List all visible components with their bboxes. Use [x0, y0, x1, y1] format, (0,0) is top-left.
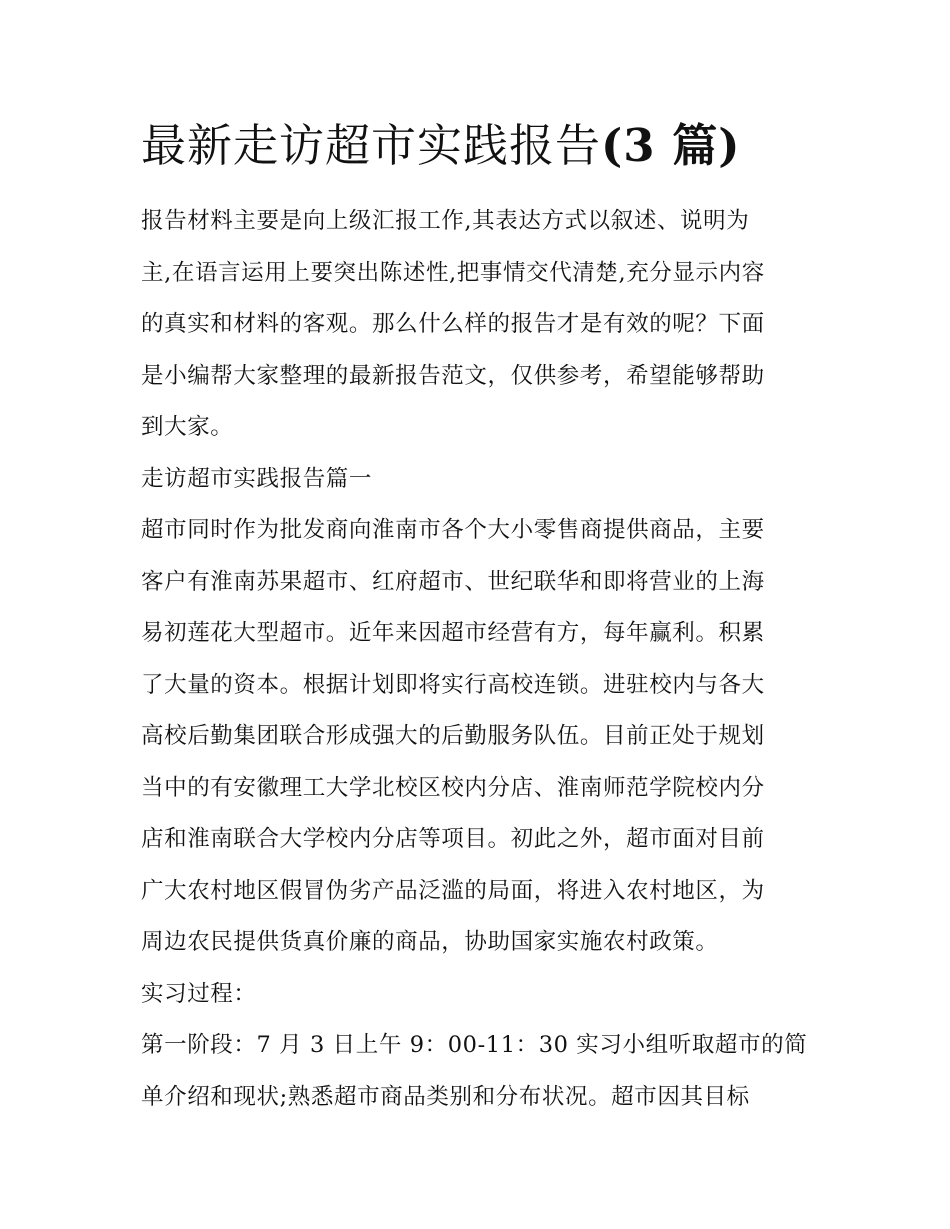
intro-paragraph — [141, 196, 821, 454]
document-title-count: (3 篇) — [601, 119, 741, 172]
text-line: 高校后勤集团联合形成强大的后勤服务队伍。目前正处于规划 — [141, 723, 765, 749]
body-paragraph — [141, 505, 821, 969]
text-line: 了大量的资本。根据计划即将实行高校连锁。进驻校内与各大 — [141, 671, 765, 698]
text-line: 的真实和材料的客观。那么什么样的报告才是有效的呢？下面 — [141, 311, 765, 337]
subheading-paragraph — [141, 969, 821, 1021]
text-line: 店和淮南联合大学校内分店等项目。初此之外，超市面对目前 — [141, 826, 765, 852]
text-line: 客户有淮南苏果超市、红府超市、世纪联华和即将营业的上海 — [141, 568, 765, 595]
text-line: 走访超市实践报告篇一 — [141, 465, 373, 492]
text-line: 是小编帮大家整理的最新报告范文，仅供参考，希望能够帮助 — [141, 362, 765, 389]
section-heading — [141, 454, 821, 506]
text-line: 第一阶段：7 月 3 日上午 9：00-11：30 实习小组听取超市的简 — [141, 1032, 808, 1058]
text-line: 广大农村地区假冒伪劣产品泛滥的局面，将进入农村地区，为 — [141, 877, 765, 904]
text-line: 周边农民提供货真价廉的商品，协助国家实施农村政策。 — [141, 929, 719, 955]
text-line: 报告材料主要是向上级汇报工作,其表达方式以叙述、说明为 — [141, 208, 750, 234]
text-line: 超市同时作为批发商向淮南市各个大小零售商提供商品，主要 — [141, 517, 765, 543]
text-line: 当中的有安徽理工大学北校区校内分店、淮南师范学院校内分 — [141, 774, 765, 801]
text-line: 单介绍和现状;熟悉超市商品类别和分布状况。超市因其目标 — [141, 1083, 750, 1110]
document-title — [141, 110, 821, 182]
text-line: 易初莲花大型超市。近年来因超市经营有方，每年赢利。积累 — [141, 620, 765, 646]
text-line: 主,在语言运用上要突出陈述性,把事情交代清楚,充分显示内容 — [141, 259, 765, 286]
text-line: 实习过程： — [141, 980, 257, 1007]
document-body — [141, 110, 821, 1123]
body-paragraph — [141, 1020, 821, 1123]
document-title-main: 最新走访超市实践报告 — [141, 119, 602, 172]
text-line: 到大家。 — [141, 414, 234, 440]
